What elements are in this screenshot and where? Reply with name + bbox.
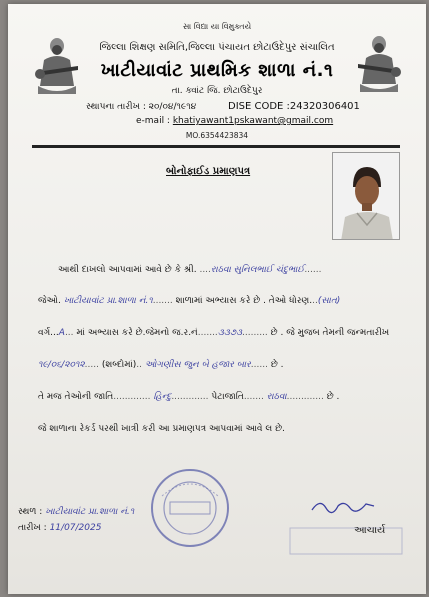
- header-divider: [32, 145, 400, 148]
- place-line: [18, 507, 134, 517]
- line2-prefix: જેઓ.: [38, 296, 61, 306]
- student-photo: [332, 152, 400, 240]
- school-name: ખાટીયાવાંટ પ્રાથમિક શાળા નં.૧: [100, 60, 334, 81]
- gr-number: ૩૩૭૩: [217, 328, 243, 338]
- place-value: ખાટીયાવાંટ પ્રા.શાળા નં.૧: [45, 507, 135, 517]
- line2-mid: શાળામાં અભ્યાસ કરે છે . તેઓ ધોરણ.: [175, 296, 313, 306]
- certificate-sheet: [8, 4, 426, 594]
- line3-prefix: વર્ગ...: [38, 328, 59, 338]
- line5-prefix: તે મજ તેઓની જાતિ: [38, 392, 114, 402]
- class-division: A: [58, 328, 65, 338]
- student-photo-illustration: [333, 153, 400, 240]
- school-address: તા. ક્વાંટ જિ. છોટાઉદેપુર: [171, 86, 263, 96]
- school-written: ખાટીયાવાંટ પ્રા.શાળા નં.૧: [63, 296, 153, 306]
- student-name: રાઠવા સુનિલભાઈ ચંદુભાઈ: [210, 265, 305, 275]
- principal-stamp: [286, 524, 406, 558]
- certificate-title: બોનોફાઈડ પ્રમાણપત્ર: [166, 166, 251, 177]
- motto: સા વિદ્યા યા વિમુક્તયે: [182, 22, 252, 31]
- line5-mid: પેટાજાતિ: [211, 392, 244, 402]
- organization: જિલ્લા શિક્ષણ સમિતિ,જિલ્લા પંચાયત છોટાઉદેપુર સંચાલિત: [99, 42, 335, 53]
- line3-suffix: છે . જે મુજબ તેમની જન્મતારીખ: [270, 328, 390, 338]
- place-label: સ્થળ :: [18, 507, 43, 517]
- line3-mid: માં અભ્યાસ કરે છે.જેમનો જ.ર.નં: [76, 328, 198, 338]
- established-date: સ્થાપના તારીખ : ૨૦/૦૪/૧૯૧૪: [86, 102, 197, 112]
- school-seal-stamp: [148, 466, 232, 550]
- date-value: 11/07/2025: [49, 523, 102, 533]
- line4-mid: (શબ્દોમાં): [101, 360, 137, 370]
- date-label: તારીખ :: [18, 523, 47, 533]
- mobile-number: MO.6354423834: [185, 131, 249, 140]
- line-dob: ૧૯/૦૬/૨૦૧૨..... (શબ્દોમાં).. ઓગણીસ જુન બે હજાર બાર...... છે .: [38, 360, 284, 370]
- email-address[interactable]: khatiyawant1pskawant@gmail.com: [172, 116, 334, 126]
- line1-prefix: આથી દાખલો આપવામાં આવે છે કે શ્રી.: [58, 265, 197, 275]
- line-school: જેઓ. ખાટીયાવાંટ પ્રા.શાળા નં.૧....... શાળામાં અભ્યાસ કરે છે . તેઓ ધોરણ...(સાત): [38, 296, 341, 306]
- line5-suffix: છે .: [326, 392, 340, 402]
- sub-caste: રાઠવા: [266, 392, 287, 402]
- dise-code: DISE CODE :24320306401: [228, 101, 360, 112]
- signatory-title: આચાર્ય: [354, 525, 386, 536]
- line-declaration: જે શાળાના રેકર્ડ પરથી ખાત્રી કરી આ પ્રમાણપત્ર આપવામાં આવે લ છે.: [38, 424, 285, 434]
- date-of-birth: ૧૯/૦૬/૨૦૧૨: [38, 360, 85, 370]
- email-line: [136, 116, 333, 126]
- line-student-name: આથી દાખલો આપવામાં આવે છે કે શ્રી. ....રાઠવા સુનિલભાઈ ચંદુભાઈ......: [58, 265, 322, 275]
- line-caste: તે મજ તેઓની જાતિ............. હિન્દુ............. પેટાજાતિ....... રાઠવા............. છે .: [38, 392, 340, 402]
- dob-in-words: ઓગણીસ જુન બે હજાર બાર: [144, 360, 251, 370]
- date-line: [18, 523, 101, 533]
- email-label: e-mail :: [136, 116, 170, 126]
- line4-suffix: છે .: [270, 360, 284, 370]
- principal-signature: [308, 494, 378, 518]
- caste: હિન્દુ: [153, 392, 172, 402]
- standard: (સાત): [317, 296, 341, 306]
- line-class: વર્ગ...A... માં અભ્યાસ કરે છે.જેમનો જ.ર.નં.......૩૩૭૩......... છે . જે મુજબ તેમની જન્મતારીખ: [38, 328, 390, 338]
